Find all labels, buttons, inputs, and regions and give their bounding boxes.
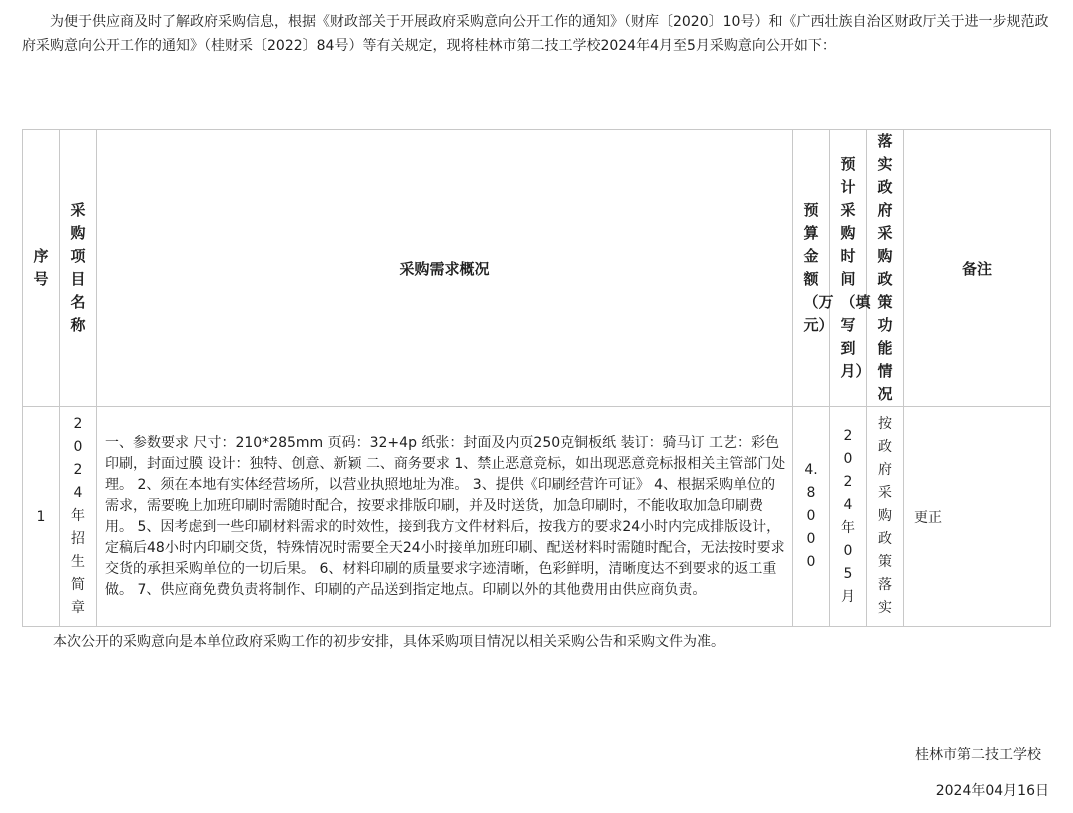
header-budget: 预算金额（万元） bbox=[793, 130, 830, 407]
cell-seq: 1 bbox=[23, 407, 60, 627]
header-seq: 序号 bbox=[23, 130, 60, 407]
footer-note: 本次公开的采购意向是本单位政府采购工作的初步安排，具体采购项目情况以相关采购公告和采购文件为准。 bbox=[53, 634, 725, 650]
header-time: 预计采购时间（填写到月） bbox=[830, 130, 867, 407]
cell-desc: 一、参数要求 尺寸：210*285mm 页码：32+4p 纸张：封面及内页250克铜板纸 装订：骑马订 工艺：彩色印刷，封面过膜 设计：独特、创意、新颖 二、商务要求 1、禁止恶意竞标，如出现恶意竞标报相关主管部门处理。 2、须在本地有实体经营场所，以营业执照地址为准。 3、提供《印刷经营许可证》 4、根据采购单位的需求，需要晚上加班印刷时需随时配合，按要求排版印刷，并及时送货，加急印刷时，不能收取加急印刷费用。 5、因考虑到一些印刷材料需求的时效性，接到我方文件材料后，按我方的要求24小时内完成排版设计，定稿后48小时内印刷交货，特殊情况时需要全天24小时接单加班印刷、配送材料时需随时配合，无法按时要求交货的承担采购单位的一切后果。 6、材料印刷的质量要求字迹清晰，色彩鲜明，清晰度达不到要求的返工重做。 7、供应商免费负责将制作、印刷的产品送到指定地点。印刷以外的其他费用由供应商负责。 bbox=[97, 407, 793, 627]
intro-paragraph: 为便于供应商及时了解政府采购信息，根据《财政部关于开展政府采购意向公开工作的通知》（财库〔2020〕10号）和《广西壮族自治区财政厅关于进一步规范政府采购意向公开工作的通知》（桂财采〔2022〕84号）等有关规定，现将桂林市第二技工学校2024年4月至5月采购意向公开如下： bbox=[22, 14, 1049, 54]
header-remark: 备注 bbox=[904, 130, 1051, 407]
cell-name: 2024年招生简章 bbox=[60, 407, 97, 627]
cell-budget: 4.8000 bbox=[793, 407, 830, 627]
procurement-table bbox=[22, 129, 1051, 627]
header-desc: 采购需求概况 bbox=[97, 130, 793, 407]
publish-date: 2024年04月16日 bbox=[935, 783, 1049, 799]
organization-name: 桂林市第二技工学校 bbox=[915, 747, 1041, 763]
table-header-row bbox=[23, 130, 1051, 407]
cell-remark: 更正 bbox=[904, 407, 1051, 627]
cell-time: 2024年05月 bbox=[830, 407, 867, 627]
cell-policy: 按政府采购政策落实 bbox=[867, 407, 904, 627]
table-row bbox=[23, 407, 1051, 627]
header-policy: 落实政府采购政策功能情况 bbox=[867, 130, 904, 407]
header-name: 采购项目名称 bbox=[60, 130, 97, 407]
